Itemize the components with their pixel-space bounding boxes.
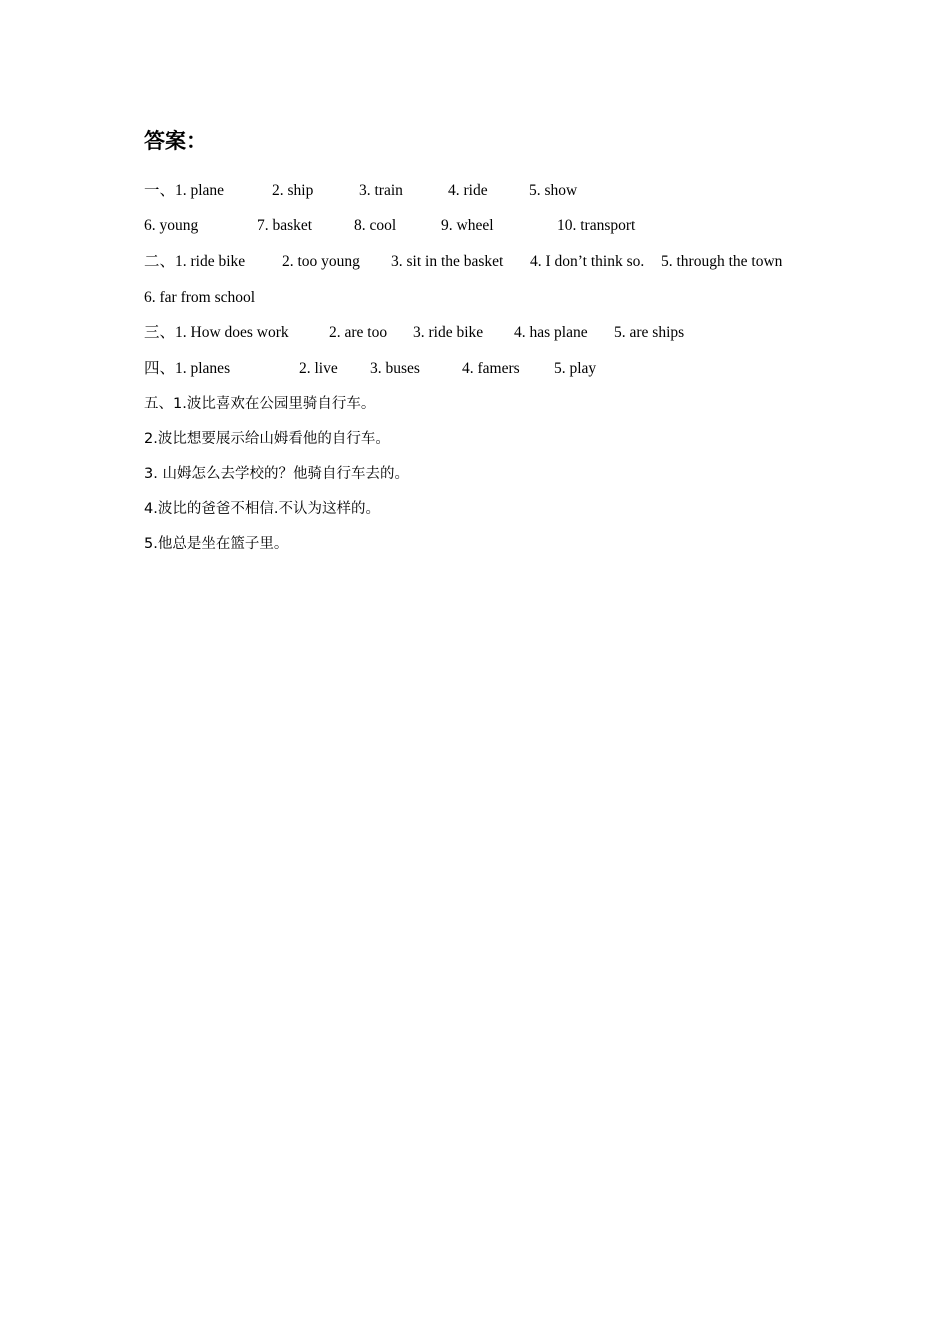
answer-item: 2. are too	[329, 324, 388, 341]
answer-item: 6. far from school	[144, 289, 256, 306]
answer-item: 7. basket	[257, 217, 313, 234]
translation-item: 3. 山姆怎么去学校的？他骑自行车去的。	[144, 466, 409, 482]
answer-item: 2. too young	[282, 253, 360, 270]
answer-item: 3. train	[359, 182, 403, 199]
answer-line-5-5	[144, 533, 824, 555]
answer-line-3-1	[144, 322, 824, 344]
answer-line-1-2	[144, 215, 824, 237]
answer-item: 3. sit in the basket	[391, 253, 504, 270]
answer-line-5-1	[144, 393, 824, 415]
answer-item: 二、1. ride bike	[144, 253, 246, 270]
translation-item: 5.他总是坐在篮子里。	[144, 536, 289, 552]
answer-item: 四、1. planes	[144, 360, 231, 377]
answer-item: 4. I don’t think so.	[530, 253, 645, 270]
page-title: 答案：	[144, 129, 207, 153]
answer-item: 3. buses	[370, 360, 420, 377]
answer-line-5-3	[144, 463, 824, 485]
answer-item: 4. famers	[462, 360, 520, 377]
answer-item: 4. has plane	[514, 324, 588, 341]
translation-item: 五、1.波比喜欢在公园里骑自行车。	[144, 396, 376, 412]
translation-item: 2.波比想要展示给山姆看他的自行车。	[144, 431, 390, 447]
answer-item: 2. ship	[272, 182, 314, 199]
answer-item: 三、1. How does work	[144, 324, 289, 341]
answer-line-2-1	[144, 251, 824, 273]
answer-item: 8. cool	[354, 217, 397, 234]
answer-line-1-1	[144, 180, 824, 202]
answer-line-5-4	[144, 498, 824, 520]
answer-item: 5. play	[554, 360, 597, 377]
answer-item: 6. young	[144, 217, 199, 234]
answer-item: 5. show	[529, 182, 578, 199]
answer-line-5-2	[144, 428, 824, 450]
answer-line-2-2	[144, 287, 824, 309]
answer-item: 3. ride bike	[413, 324, 484, 341]
translation-item: 4.波比的爸爸不相信.不认为这样的。	[144, 501, 380, 517]
answer-item: 5. are ships	[614, 324, 685, 341]
answer-item: 10. transport	[557, 217, 636, 234]
answer-item: 一、1. plane	[144, 182, 225, 199]
answer-item: 4. ride	[448, 182, 488, 199]
answer-item: 2. live	[299, 360, 338, 377]
answer-line-4-1	[144, 358, 824, 380]
answer-item: 9. wheel	[441, 217, 494, 234]
answer-item: 5. through the town	[661, 253, 783, 270]
